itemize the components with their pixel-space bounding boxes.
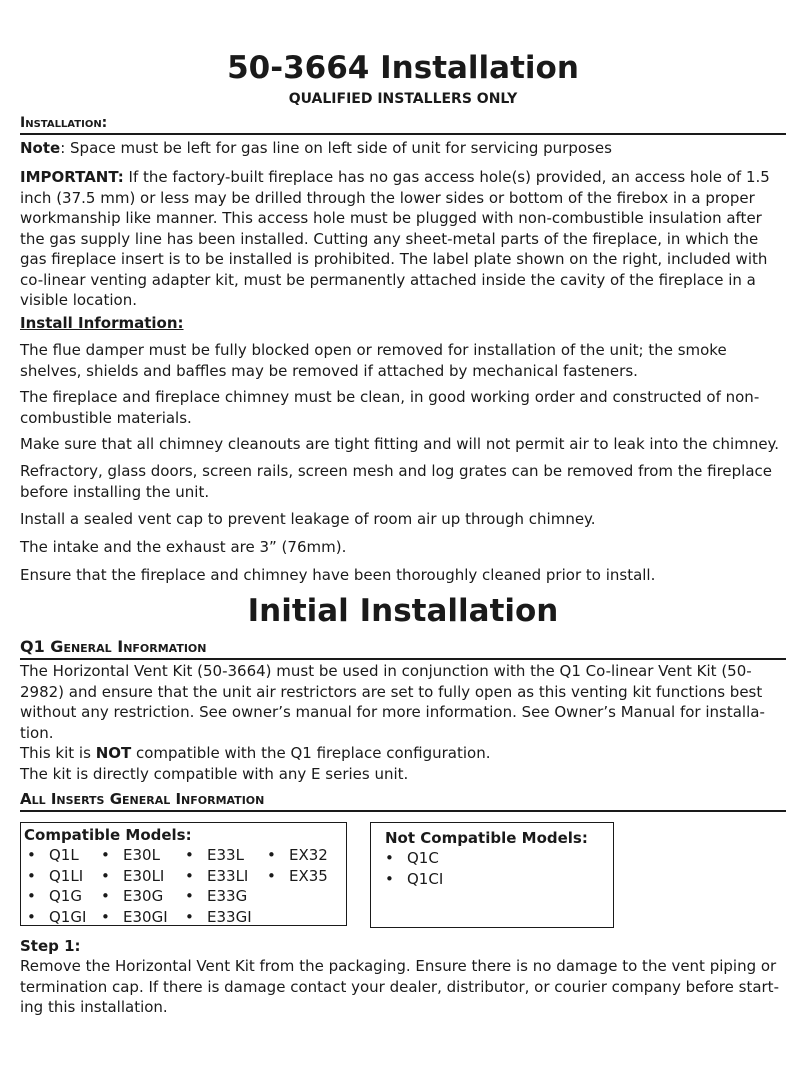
bullet: • xyxy=(267,846,276,864)
bullet: • xyxy=(27,907,36,926)
compatible-column xyxy=(27,845,86,927)
note-paragraph xyxy=(20,138,786,159)
q1-compat-post: compatible with the Q1 fireplace configuration. xyxy=(131,744,491,762)
compatible-models-box xyxy=(20,822,347,926)
list-item xyxy=(385,869,443,890)
bullet: • xyxy=(101,846,110,864)
bullet: • xyxy=(185,907,194,926)
model-name: E30GI xyxy=(123,907,168,926)
important-text: If the factory-built fireplace has no gas access hole(s) provided, an access hole of 1.5 inch (37.5 mm) or less may be drilled through the lower sides or bottom of the firebox in a proper workmanship like manner. This access hole must be plugged with non-combustible insulation after the gas supply line has been installed. Cutting any sheet-metal parts of the fireplace, in which the gas fireplace insert is to be installed is prohibited. The label plate shown on the right, included with co-linear venting adapter kit, must be permanently attached inside the cavity of the fireplace in a visible location. xyxy=(20,168,770,309)
list-item xyxy=(27,845,86,866)
model-name: E30L xyxy=(123,846,160,864)
q1-compat-not: NOT xyxy=(95,744,132,762)
model-name: E30LI xyxy=(123,866,165,885)
not-compatible-heading: Not Compatible Models: xyxy=(385,829,588,847)
bullet: • xyxy=(185,887,194,905)
model-name: E33G xyxy=(207,887,248,905)
model-name: Q1CI xyxy=(407,869,444,888)
bullet: • xyxy=(101,866,110,885)
list-item xyxy=(101,866,168,887)
not-compatible-models-box xyxy=(370,822,614,928)
note-text: : Space must be left for gas line on left side of unit for servicing purposes xyxy=(60,139,612,157)
list-item xyxy=(185,907,252,928)
compatible-column xyxy=(267,845,328,886)
list-item xyxy=(385,848,443,869)
info-paragraph: Install a sealed vent cap to prevent leakage of room air up through chimney. xyxy=(20,510,596,528)
q1-compat-pre: This kit is xyxy=(20,744,96,762)
bullet: • xyxy=(27,887,36,905)
model-name: Q1C xyxy=(407,849,439,867)
list-item xyxy=(185,845,252,866)
bullet: • xyxy=(385,849,394,867)
model-name: E33L xyxy=(207,846,244,864)
model-name: Q1G xyxy=(49,887,82,905)
bullet: • xyxy=(267,866,276,885)
model-name: Q1LI xyxy=(49,866,84,885)
compatible-column xyxy=(101,845,168,927)
compatible-models-heading: Compatible Models: xyxy=(24,826,192,844)
page-subtitle: QUALIFIED INSTALLERS ONLY xyxy=(288,91,518,107)
installation-heading: Installation: xyxy=(20,114,786,135)
q1-compat-line xyxy=(20,743,786,764)
info-paragraph: Refractory, glass doors, screen rails, screen mesh and log grates can be removed from the fireplace before installing the unit. xyxy=(20,462,773,501)
note-label: Note xyxy=(20,139,61,157)
list-item xyxy=(185,866,252,887)
bullet: • xyxy=(27,846,36,864)
step-1-text: Remove the Horizontal Vent Kit from the packaging. Ensure there is no damage to the vent piping or termination cap. If there is damage contact your dealer, distributor, or courier company before start-ing this installation. xyxy=(20,957,779,1016)
q1-general-heading: Q1 General Information xyxy=(20,637,786,660)
list-item xyxy=(101,886,168,907)
bullet: • xyxy=(101,907,110,926)
info-paragraph: Make sure that all chimney cleanouts are tight fitting and will not permit air to leak into the chimney. xyxy=(20,435,780,453)
model-name: Q1L xyxy=(49,846,79,864)
model-name: EX35 xyxy=(289,866,328,885)
list-item xyxy=(267,866,328,887)
list-item xyxy=(101,907,168,928)
not-compatible-column xyxy=(385,848,443,889)
list-item xyxy=(27,907,86,928)
info-paragraph: The intake and the exhaust are 3” (76mm). xyxy=(20,538,347,556)
model-name: E33LI xyxy=(207,866,249,885)
model-name: E33GI xyxy=(207,907,252,926)
model-name: E30G xyxy=(123,887,164,905)
initial-installation-title: Initial Installation xyxy=(247,593,559,629)
important-label: IMPORTANT: xyxy=(20,168,124,186)
list-item xyxy=(27,886,86,907)
page-title: 50-3664 Installation xyxy=(227,50,579,86)
bullet: • xyxy=(27,866,36,885)
bullet: • xyxy=(185,866,194,885)
info-paragraph: The flue damper must be fully blocked open or removed for installation of the unit; the smoke shelves, shields and baffles may be removed if attached by mechanical fasteners. xyxy=(20,341,727,380)
model-name: EX32 xyxy=(289,846,328,864)
all-inserts-heading: All Inserts General Information xyxy=(20,790,786,812)
model-name: Q1GI xyxy=(49,907,87,926)
e-series-line: The kit is directly compatible with any E series unit. xyxy=(20,765,409,783)
list-item xyxy=(27,866,86,887)
bullet: • xyxy=(185,846,194,864)
step-1-heading: Step 1: xyxy=(20,937,81,955)
list-item xyxy=(101,845,168,866)
list-item xyxy=(267,845,328,866)
compatible-column xyxy=(185,845,252,927)
info-paragraph: Ensure that the fireplace and chimney have been thoroughly cleaned prior to install. xyxy=(20,566,656,584)
q1-paragraph: The Horizontal Vent Kit (50-3664) must be used in conjunction with the Q1 Co-linear Vent Kit (50-2982) and ensure that the unit air restrictors are set to fully open as this venting kit functions best without any restriction. See owner’s manual for more information. See Owner’s Manual for installa-tion. xyxy=(20,662,765,742)
info-paragraph: The fireplace and fireplace chimney must be clean, in good working order and constructed of non-combustible materials. xyxy=(20,388,760,427)
install-info-heading: Install Information: xyxy=(20,314,184,332)
important-paragraph xyxy=(20,167,786,311)
list-item xyxy=(185,886,252,907)
bullet: • xyxy=(385,869,394,888)
bullet: • xyxy=(101,887,110,905)
